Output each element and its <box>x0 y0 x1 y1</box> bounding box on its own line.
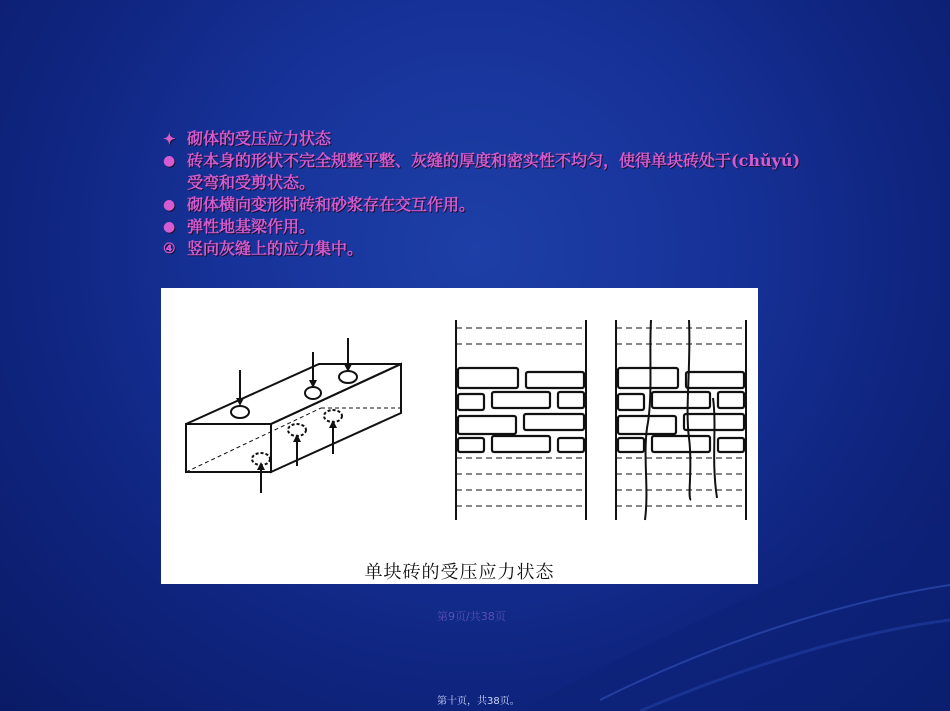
bullet-item <box>163 194 803 216</box>
circle-bullet-icon: ● <box>163 197 176 213</box>
circle-bullet-icon: ● <box>163 219 176 235</box>
bullet-item <box>163 150 803 194</box>
figure-caption: 单块砖的受压应力状态 <box>364 562 555 583</box>
brick-diagram <box>161 288 758 584</box>
page-indicator: 第9页/共38页 <box>437 610 506 623</box>
footer-text: 第十页，共38页。 <box>437 696 520 707</box>
bullet-item <box>163 216 803 238</box>
circle-bullet-icon: ● <box>163 153 176 169</box>
bullet-text: 竖向灰缝上的应力集中。 <box>187 239 364 258</box>
diamond-bullet-icon: ✦ <box>163 130 176 148</box>
bullet-list <box>163 128 803 260</box>
bullet-text: 砌体的受压应力状态 <box>187 129 332 148</box>
bullet-text: 砖本身的形状不完全规整平整、灰缝的厚度和密实性不均匀，使得单块砖处于(chǔyú)受弯和受剪状态。 <box>187 151 801 192</box>
numbered-bullet-icon: ④ <box>163 241 176 257</box>
bullet-item <box>163 128 803 150</box>
bullet-text: 砌体横向变形时砖和砂浆存在交互作用。 <box>187 195 476 214</box>
brick-stress-figure <box>161 288 758 584</box>
bullet-text: 弹性地基梁作用。 <box>187 217 316 236</box>
bullet-item <box>163 238 803 260</box>
